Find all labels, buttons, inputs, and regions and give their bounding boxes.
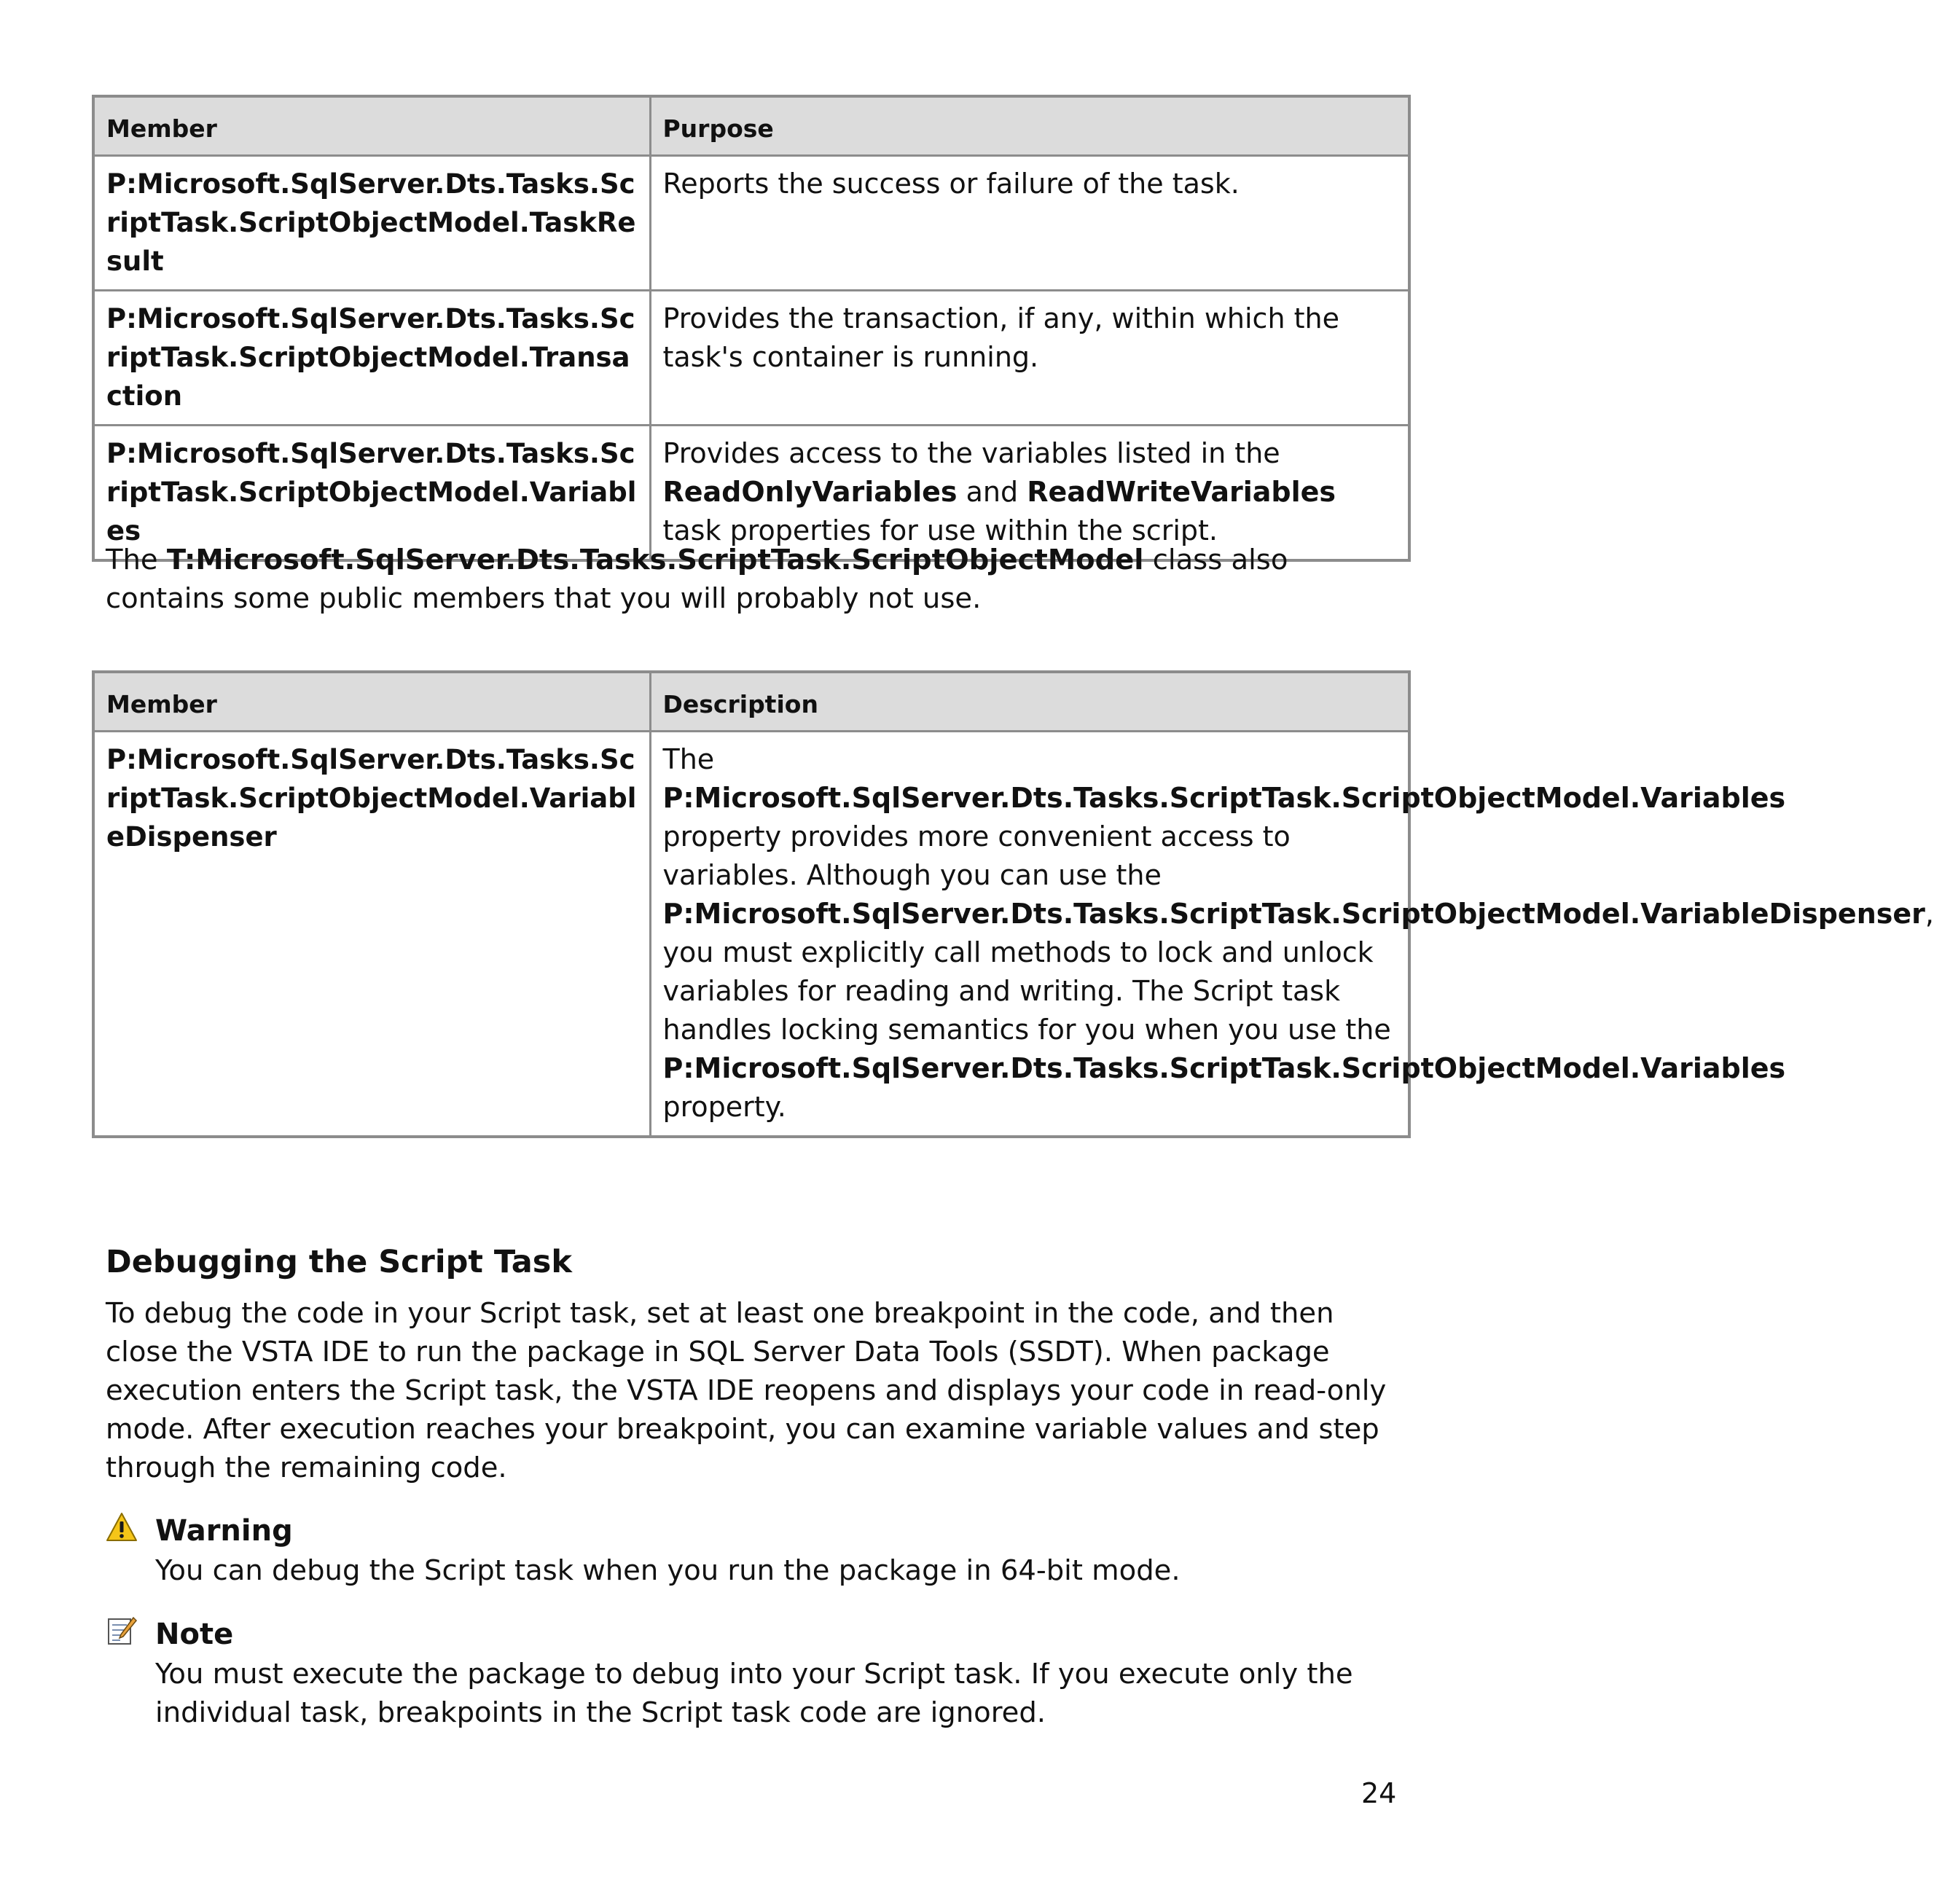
member-purpose: Reports the success or failure of the task. — [650, 156, 1409, 291]
members-description-table — [92, 670, 1934, 1138]
bold-term: T:Microsoft.SqlServer.Dts.Tasks.ScriptTask.ScriptObjectModel — [166, 544, 1144, 576]
class-members-paragraph — [106, 541, 1388, 618]
member-description — [650, 732, 1934, 1137]
table-header-row — [93, 96, 1409, 156]
bold-term: P:Microsoft.SqlServer.Dts.Tasks.ScriptTask.ScriptObjectModel.VariableDispenser — [662, 898, 1925, 930]
bold-term: ReadOnlyVariables — [662, 476, 958, 508]
bold-term: ReadWriteVariables — [1027, 476, 1336, 508]
page-number: 24 — [1361, 1777, 1397, 1809]
warning-icon — [106, 1511, 138, 1543]
warning-body: You can debug the Script task when you run the package in 64-bit mode. — [155, 1554, 1181, 1587]
bold-term: P:Microsoft.SqlServer.Dts.Tasks.ScriptTask.ScriptObjectModel.Variables — [662, 1052, 1786, 1084]
section-body: To debug the code in your Script task, set at least one breakpoint in the code, and then close the VSTA IDE to run the package in SQL Server Data Tools (SSDT). When package execution enters the Script task, the VSTA IDE reopens and displays your code in read-only mode. After execution reaches your breakpoint, you can examine variable values and step through the remaining code. — [106, 1297, 1387, 1484]
bold-term: P:Microsoft.SqlServer.Dts.Tasks.ScriptTask.ScriptObjectModel.Variables — [662, 782, 1786, 814]
table-row — [93, 732, 1409, 1137]
member-purpose: Provides the transaction, if any, within which the task's container is running. — [650, 291, 1409, 426]
member-name: P:Microsoft.SqlServer.Dts.Tasks.ScriptTask.ScriptObjectModel.VariableDispenser — [93, 732, 650, 1137]
column-header-description: Description — [650, 672, 1409, 732]
member-name: P:Microsoft.SqlServer.Dts.Tasks.ScriptTask.ScriptObjectModel.TaskResult — [93, 156, 650, 291]
text-run: class also contains some public members that you will probably not use. — [106, 544, 1288, 615]
warning-title: Warning — [155, 1514, 293, 1548]
text-run: property. — [662, 1091, 786, 1123]
section-heading: Debugging the Script Task — [106, 1244, 572, 1280]
note-icon — [106, 1615, 138, 1647]
text-run: task properties for use within the script. — [662, 514, 1218, 546]
table-row — [93, 291, 1409, 426]
text-run: The — [106, 544, 167, 576]
member-name: P:Microsoft.SqlServer.Dts.Tasks.ScriptTask.ScriptObjectModel.Variables — [93, 426, 650, 561]
member-name: P:Microsoft.SqlServer.Dts.Tasks.ScriptTask.ScriptObjectModel.Transaction — [93, 291, 650, 426]
column-header-purpose: Purpose — [650, 96, 1409, 156]
text-run: and — [957, 476, 1027, 508]
table-header-row — [93, 672, 1409, 732]
text-run: Provides access to the variables listed in the — [662, 437, 1280, 469]
members-purpose-table — [92, 95, 1411, 562]
note-body: You must execute the package to debug into your Script task. If you execute only the individual task, breakpoints in the Script task code are ignored. — [155, 1658, 1353, 1729]
text-run: property provides more convenient access to variables. Although you can use the — [662, 820, 1291, 891]
text-run: , you must explicitly call methods to lock and unlock variables for reading and writing. The Script task handles locking semantics for you when you use the — [662, 898, 1934, 1046]
column-header-member: Member — [93, 96, 650, 156]
text-run: The — [662, 743, 715, 775]
column-header-member: Member — [93, 672, 650, 732]
table-row — [93, 156, 1409, 291]
note-title: Note — [155, 1618, 234, 1651]
